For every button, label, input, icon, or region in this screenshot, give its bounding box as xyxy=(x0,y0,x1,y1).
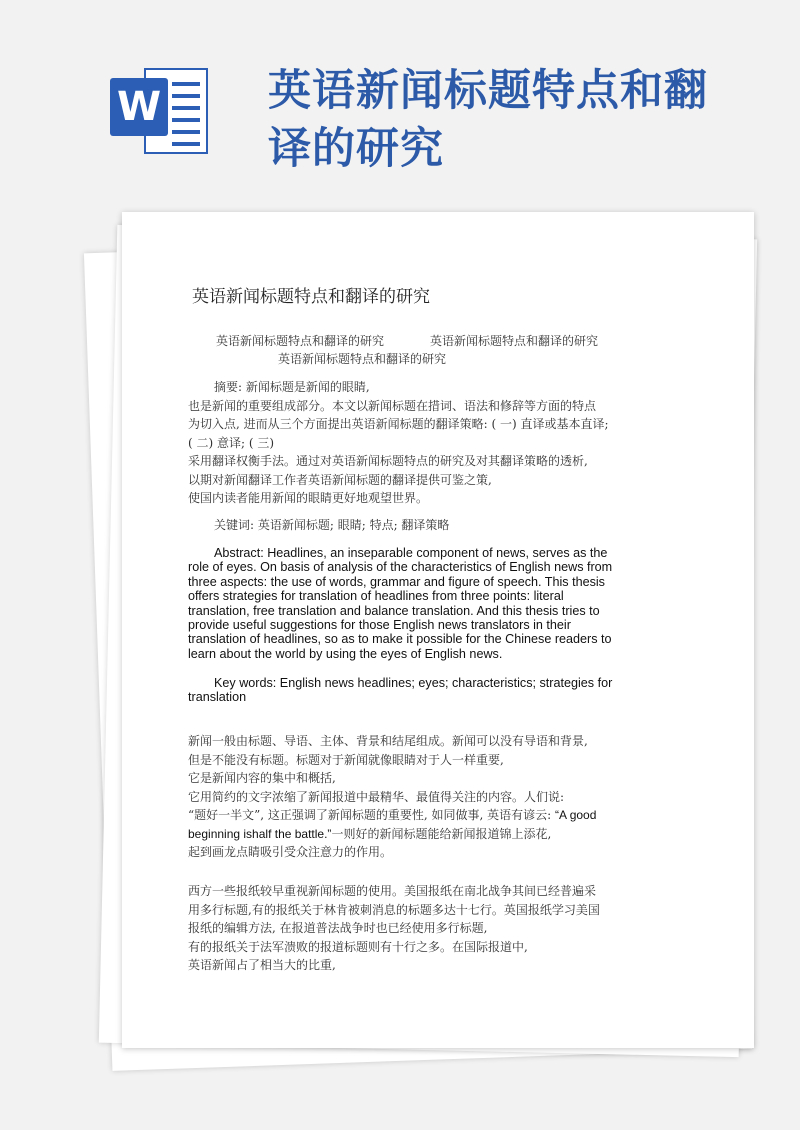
body-paragraph-1: 新闻一般由标题、导语、主体、背景和结尾组成。新闻可以没有导语和背景, 但是不能没有标题。标题对于新闻就像眼睛对于人一样重要, 它是新闻内容的集中和概括, 它用简约的文字浓缩了新闻报道中最精华、最值得关注的内容。人们说: “题好一半文”, 这正强调了新闻标题的重要性, 如同做事, 英语有谚云: “A good beginning ishalf the battle.”一则好的新闻标题能给新闻报道锦上添花, 起到画龙点睛吸引受众注意力的作用。 xyxy=(188,734,597,859)
subtitle-line: 英语新闻标题特点和翻译的研究 xyxy=(216,334,385,348)
word-logo xyxy=(110,62,214,158)
abstract-english: Abstract: Headlines, an inseparable component of news, serves as the role of eyes. On basis of analysis of the characteristics of English news from three aspects: the use of words, grammar and figure of speech. This thesis offers strategies for translation of headlines from three points: literal translation, free translation and balance translation. And this thesis tries to provide useful suggestions for those English news translators in their translation of headlines, so as to make it possible for the Chinese readers to learn about the world by using the eyes of English news. xyxy=(188,546,613,661)
subtitle-line: 英语新闻标题特点和翻译的研究 xyxy=(278,352,447,366)
word-w-icon: W xyxy=(110,78,168,136)
document-title: 英语新闻标题特点和翻译的研究 xyxy=(192,287,430,307)
keywords-chinese: 关键词: 英语新闻标题; 眼睛; 特点; 翻译策略 xyxy=(214,518,450,532)
subtitle-line: 英语新闻标题特点和翻译的研究 xyxy=(430,334,599,348)
page-title: 英语新闻标题特点和翻译的研究 xyxy=(268,66,708,174)
document-page xyxy=(122,212,754,1048)
abstract-chinese: 摘要: 新闻标题是新闻的眼睛, 也是新闻的重要组成部分。本文以新闻标题在措词、语法和修辞等方面的特点 为切入点, 进而从三个方面提出英语新闻标题的翻译策略: ( 一) 直译或基本直译; ( 二) 意译; ( 三) 采用翻译权衡手法。通过对英语新闻标题特点的研究及对其翻译策略的透析, 以期对新闻翻译工作者英语新闻标题的翻译提供可鉴之策, 使国内读者能用新闻的眼睛更好地观望世界。 xyxy=(188,380,609,505)
keywords-english: Key words: English news headlines; eyes; characteristics; strategies for translation xyxy=(188,676,613,705)
body-paragraph-2: 西方一些报纸较早重视新闻标题的使用。美国报纸在南北战争其间已经普遍采 用多行标题,有的报纸关于林肯被刺消息的标题多达十七行。英国报纸学习美国 报纸的编辑方法, 在报道普法战争时也已经使用多行标题, 有的报纸关于法军溃败的报道标题则有十行之多。在国际报道中, 英语新闻占了相当大的比重, xyxy=(188,884,600,972)
